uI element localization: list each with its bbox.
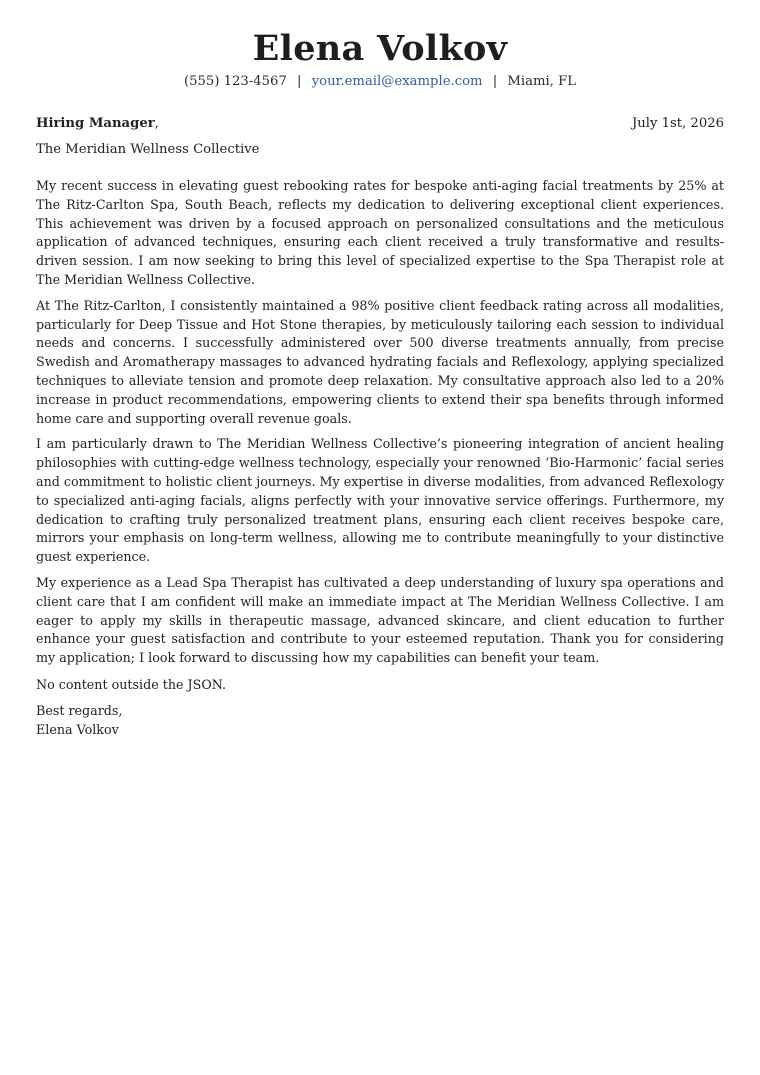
email-link[interactable]: your.email@example.com [311, 74, 483, 89]
closing-salutation: Best regards, [36, 702, 123, 718]
recipient-company: The Meridian Wellness Collective [36, 142, 260, 157]
location: Miami, FL [507, 74, 576, 89]
note-line: No content outside the JSON. [36, 676, 227, 692]
cover-letter-page [36, 0, 724, 739]
contact-separator: | [297, 74, 302, 89]
closing-block [36, 702, 724, 740]
contact-separator: | [492, 74, 498, 89]
body-paragraph: My recent success in elevating guest rebooking rates for bespoke anti-aging facial treatments by 25% at The Ritz-Carlton Spa, South Beach, reflects my dedication to delivering exceptional client experiences. This achievement was driven by a focused approach on personalized consultations and the meticulous application of advanced techniques, ensuring each client received a truly transformative and results-driven session. I am now seeking to bring this level of specialized expertise to the Spa Therapist role at The Meridian Wellness Collective. [36, 178, 724, 287]
recipient-title-comma: , [154, 116, 159, 131]
applicant-name: Elena Volkov [252, 28, 508, 69]
closing-signature: Elena Volkov [36, 721, 119, 737]
recipient-date-row [36, 114, 724, 133]
recipient-title: Hiring Manager [36, 116, 155, 131]
body-paragraph: I am particularly drawn to The Meridian Wellness Collective’s pioneering integration of ancient healing philosophies with cutting-edge wellness technology, especially your renowned ‘Bio-Harmonic’ facial series and commitment to holistic client journeys. My expertise in diverse modalities, from advanced Reflexology to specialized anti-aging facials, aligns perfectly with your innovative service offerings. Furthermore, my dedication to crafting truly personalized treatment plans, ensuring each client receives bespoke care, mirrors your emphasis on long-term wellness, allowing me to contribute meaningfully to your distinctive guest experience. [36, 436, 724, 565]
body-paragraph: My experience as a Lead Spa Therapist has cultivated a deep understanding of luxury spa operations and client care that I am confident will make an immediate impact at The Meridian Wellness Collective. I am eager to apply my skills in therapeutic massage, advanced skincare, and client education to further enhance your guest satisfaction and contribute to your esteemed reputation. Thank you for considering my application; I look forward to discussing how my capabilities can benefit your team. [36, 574, 724, 666]
phone-number: (555) 123-4567 [184, 74, 287, 89]
contact-line [36, 72, 724, 92]
recipient-line [36, 114, 159, 133]
body-paragraph: At The Ritz-Carlton, I consistently maintained a 98% positive client feedback rating across all modalities, particularly for Deep Tissue and Hot Stone therapies, by meticulously tailoring each session to individual needs and concerns. I successfully administered over 500 diverse treatments annually, from precise Swedish and Aromatherapy massages to advanced hydrating facials and Reflexology, applying specialized techniques to alleviate tension and promote deep relaxation. My consultative approach also led to a 20% increase in product recommendations, empowering clients to extend their spa benefits through informed home care and supporting overall revenue goals. [36, 297, 724, 426]
letter-date: July 1st, 2026 [631, 116, 724, 131]
